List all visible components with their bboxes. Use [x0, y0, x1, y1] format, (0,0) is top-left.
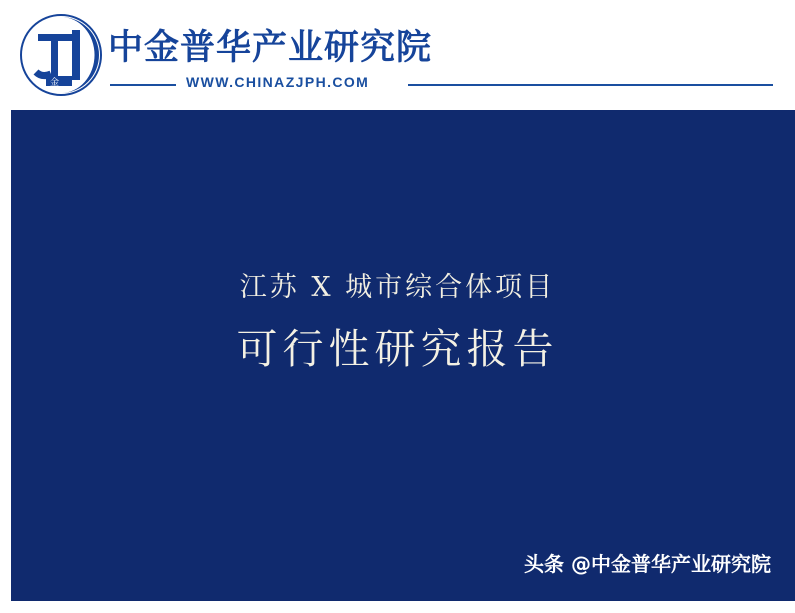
- company-website: WWW.CHINAZJPH.COM: [186, 74, 370, 90]
- project-title: 江苏 X 城市综合体项目: [239, 272, 556, 303]
- header-rule-right: [408, 84, 773, 86]
- slide-header: [0, 0, 795, 110]
- company-name: 中金普华产业研究院: [108, 28, 433, 68]
- header-rule-left: [110, 84, 176, 86]
- watermark-text: 头条 @中金普华产业研究院: [524, 552, 771, 576]
- bottom-margin-strip: [0, 601, 795, 613]
- svg-text:金: 金: [50, 78, 60, 88]
- title-block: [0, 270, 795, 376]
- slide-body: [0, 110, 795, 613]
- report-title: 可行性研究报告: [236, 325, 559, 374]
- company-logo-icon: [20, 14, 102, 96]
